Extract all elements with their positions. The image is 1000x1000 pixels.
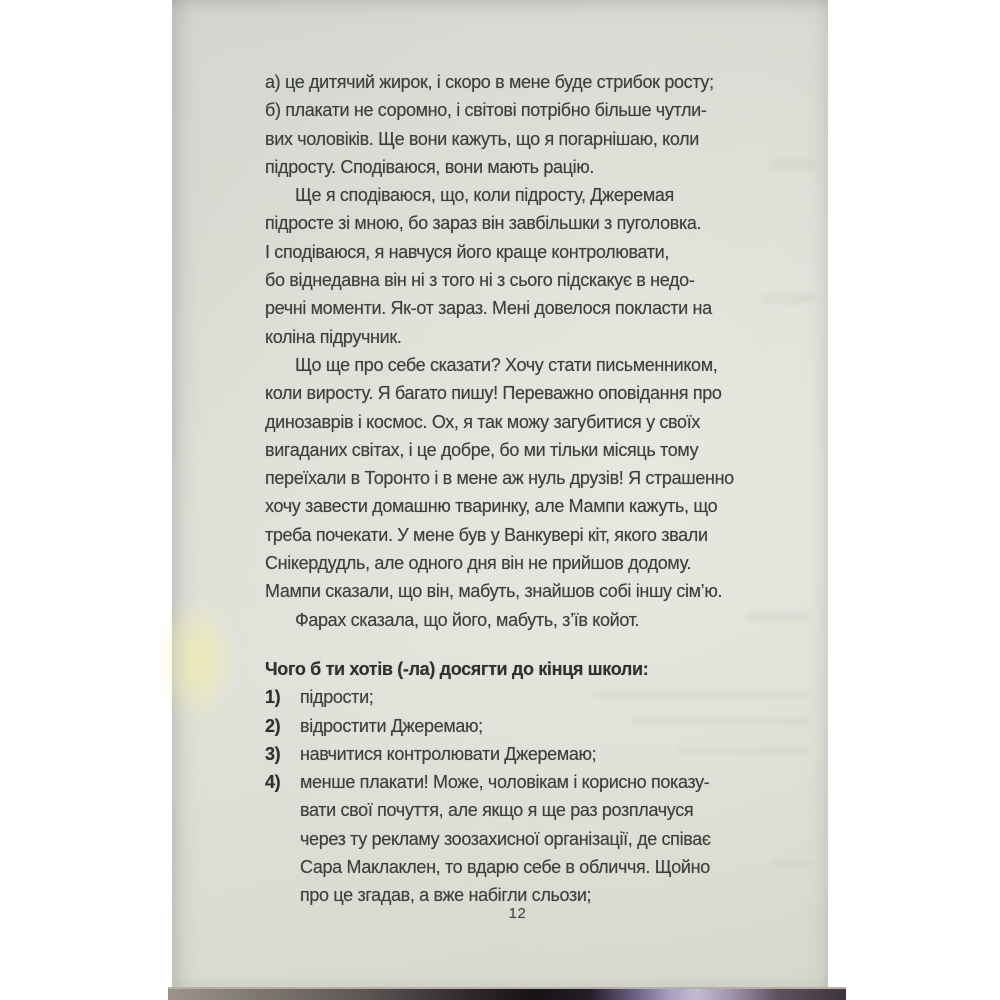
text-line: через ту рекламу зоозахисної організації, де співає — [300, 828, 711, 849]
page-number: 12 — [508, 905, 527, 922]
quiz-item-2 — [265, 712, 785, 740]
text-line: навчитися контролювати Джеремаю; — [300, 743, 597, 764]
text-line: І сподіваюся, я навчуся його краще контролювати, — [265, 241, 670, 262]
quiz-heading: Чого б ти хотів (-ла) досягти до кінця школи: — [265, 658, 649, 679]
paragraph-1 — [265, 68, 785, 181]
text-line: хочу завести домашню тваринку, але Мампи кажуть, що — [265, 496, 718, 517]
text-line: Фарах сказала, що його, мабуть, з’їв койот. — [295, 609, 640, 630]
text-line: переїхали в Торонто і в мене аж нуль друзів! Я страшенно — [265, 468, 734, 489]
text-line: Сара Маклаклен, то вдарю себе в обличчя. Щойно — [300, 857, 710, 878]
text-line: речні моменти. Як-от зараз. Мені довелося покласти на — [265, 298, 712, 319]
paragraph-3 — [265, 351, 785, 606]
book-bottom-edge — [168, 987, 846, 1000]
text-line: вигаданих світах, і це добре, бо ми тільки місяць тому — [265, 439, 699, 460]
text-line: вих чоловіків. Ще вони кажуть, що я погарнішаю, коли — [265, 128, 699, 149]
paragraph-2 — [265, 181, 785, 351]
text-line: підросту. Сподіваюся, вони мають рацію. — [265, 156, 595, 177]
paragraph-4 — [265, 606, 785, 634]
text-line: коли виросту. Я багато пишу! Переважно оповідання про — [265, 383, 722, 404]
text-line: Що ще про себе сказати? Хочу стати письменником, — [295, 354, 718, 375]
text-line: менше плакати! Може, чоловікам і корисно показу- — [300, 772, 710, 793]
quiz-section — [265, 655, 785, 910]
text-line: Снікердудль, але одного дня він не прийшов додому. — [265, 553, 692, 574]
text-line: б) плакати не соромно, і світові потрібно більше чутли- — [265, 100, 707, 121]
text-line: Ще я сподіваюся, що, коли підросту, Джеремая — [295, 185, 674, 206]
page-text — [265, 68, 785, 910]
text-line: про це згадав, а вже набігли сльози; — [300, 885, 592, 906]
text-line: підросте зі мною, бо зараз він завбільшки з пуголовка. — [265, 213, 702, 234]
text-line: а) це дитячий жирок, і скоро в мене буде стрибок росту; — [265, 72, 714, 92]
quiz-item-number: 2) — [265, 715, 281, 736]
quiz-item-1 — [265, 683, 785, 711]
quiz-item-3 — [265, 740, 785, 768]
quiz-item-4 — [265, 768, 785, 909]
quiz-item-number: 3) — [265, 743, 281, 764]
text-line: бо віднедавна він ні з того ні з сього підскакує в недо- — [265, 270, 695, 291]
book-page — [172, 0, 828, 988]
text-line: треба почекати. У мене був у Ванкувері кіт, якого звали — [265, 524, 708, 545]
text-line: підрости; — [300, 687, 374, 708]
quiz-item-number: 4) — [265, 772, 281, 793]
text-line: Мампи сказали, що він, мабуть, знайшов собі іншу сім’ю. — [265, 581, 723, 602]
text-line: вати свої почуття, але якщо я ще раз розплачуся — [300, 800, 694, 821]
text-line: динозаврів і космос. Ох, я так можу загубитися у своїх — [265, 411, 701, 432]
text-line: коліна підручник. — [265, 326, 402, 347]
light-reflection-spot — [142, 575, 252, 745]
quiz-item-number: 1) — [265, 687, 281, 708]
text-line: відростити Джеремаю; — [300, 715, 483, 736]
